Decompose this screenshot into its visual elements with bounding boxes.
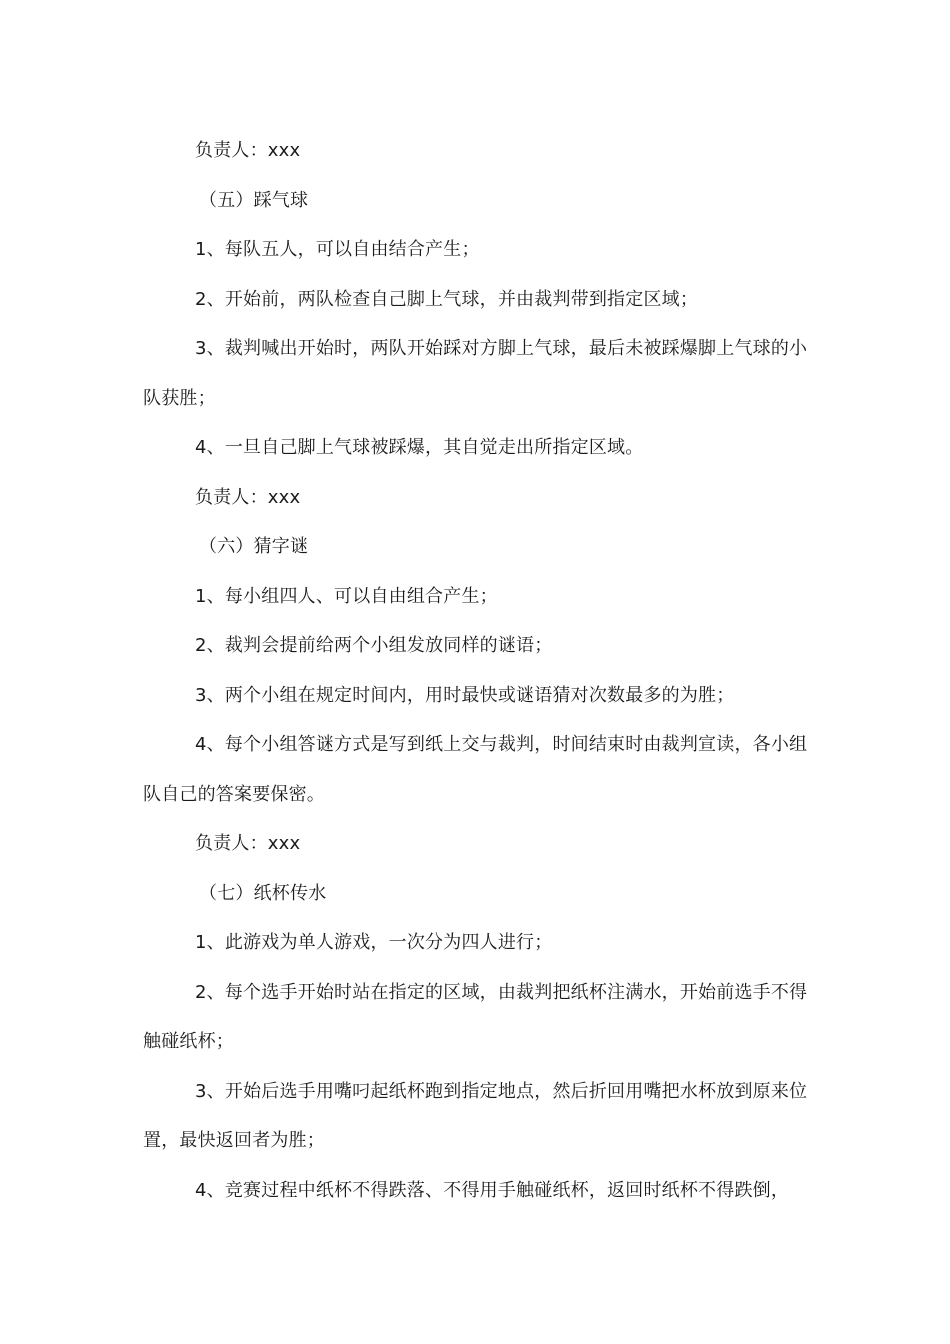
person-in-charge: 负责人：xxx	[195, 833, 301, 854]
document-body	[143, 126, 811, 1215]
section-heading-riddle: （六）猜字谜	[199, 536, 309, 557]
rule-item: 2、每个选手开始时站在指定的区域，由裁判把纸杯注满水，开始前选手不得触碰纸杯；	[143, 981, 808, 1052]
section-heading-balloon: （五）踩气球	[199, 189, 309, 211]
rule-item: 3、两个小组在规定时间内，用时最快或谜语猜对次数最多的为胜；	[195, 684, 735, 706]
rule-item: 2、开始前，两队检查自己脚上气球，并由裁判带到指定区域；	[195, 288, 699, 310]
person-in-charge: 负责人：xxx	[195, 140, 301, 161]
rule-item: 1、每小组四人、可以自由组合产生；	[195, 585, 498, 607]
rule-item: 3、开始后选手用嘴叼起纸杯跑到指定地点，然后折回用嘴把水杯放到原来位置，最快返回者为胜；	[143, 1080, 808, 1151]
rule-item: 1、此游戏为单人游戏，一次分为四人进行；	[195, 932, 553, 953]
rule-item: 2、裁判会提前给两个小组发放同样的谜语；	[195, 635, 553, 656]
rule-item: 4、每个小组答谜方式是写到纸上交与裁判，时间结束时由裁判宣读，各小组队自己的答案要保密。	[143, 734, 808, 805]
rule-item: 4、一旦自己脚上气球被踩爆，其自觉走出所指定区域。	[195, 437, 644, 458]
rule-item: 3、裁判喊出开始时，两队开始踩对方脚上气球，最后未被踩爆脚上气球的小队获胜；	[143, 338, 808, 409]
person-in-charge: 负责人：xxx	[195, 486, 301, 508]
rule-item: 4、竞赛过程中纸杯不得跌落、不得用手触碰纸杯，返回时纸杯不得跌倒，	[195, 1179, 790, 1201]
section-heading-paper-cup: （七）纸杯传水	[199, 882, 327, 904]
rule-item: 1、每队五人，可以自由结合产生；	[195, 239, 480, 260]
